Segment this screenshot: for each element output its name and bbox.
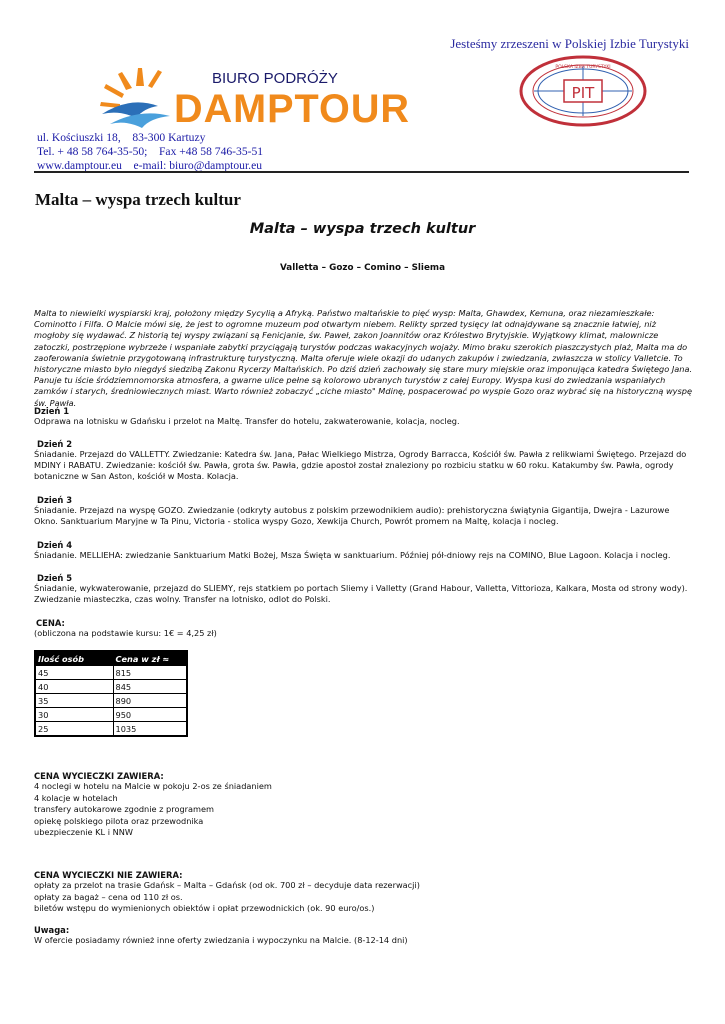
price-note: (obliczona na podstawie kursu: 1€ = 4,25 zł) [34,628,217,638]
people-cell: 30 [35,708,113,722]
includes-heading: CENA WYCIECZKI ZAWIERA: [34,771,164,781]
price-cell: 815 [113,666,187,680]
table-row [35,722,187,737]
day-2-text: Śniadanie. Przejazd do VALLETTY. Zwiedzanie: Katedra św. Jana, Pałac Wielkiego Mistrza, Ogrody Barracca, Kościół św. Pawła z relikwiami Świętego. Przejazd do MDINY i RABATU. Zwiedzanie: kościół św. Pawła, grota św. Pawła, gdzie apostoł został znaleziony po rozbiciu statku w 60 roku. Katakumby św. Pawła, ogrody botaniczne w San Aston, kościół w Mosta. Kolacja. [34,449,687,482]
list-item: biletów wstępu do wymienionych obiektów i opłat przewodnickich (ok. 90 euro/os.) [34,903,375,914]
people-cell: 45 [35,666,113,680]
logo-main-text: DAMPTOUR [174,87,410,130]
note-heading: Uwaga: [34,925,70,935]
price-table [34,650,188,737]
people-cell: 40 [35,680,113,694]
list-item: opłaty za przelot na trasie Gdańsk – Malta – Gdańsk (od ok. 700 zł – decyduje data rezerwacji) [34,880,420,890]
sun-rays-icon [100,68,162,108]
price-heading: CENA: [36,618,65,628]
day-5-heading: Dzień 5 [37,573,73,583]
pit-ring-text: POLSKA IZBA TURYSTYKI [555,65,611,70]
address: ul. Kościuszki 18, 83-300 Kartuzy [37,131,206,144]
list-item: transfery autokarowe zgodnie z programem [34,804,215,815]
page-title: Malta – wyspa trzech kultur [35,190,241,209]
day-4-section [34,540,694,561]
price-cell: 950 [113,708,187,722]
day-5-text: Śniadanie, wykwaterowanie, przejazd do SLIEMY, rejs statkiem po portach Sliemy i Valletty (Grand Habour, Valletta, Vittorioza, Kalkara, Mosta od strony wody). Zwiedzanie miasteczka, czas wolny. Transfer na lotnisko, odlot do Polski. [34,583,688,605]
people-cell: 35 [35,694,113,708]
intro-paragraph: Malta to niewielki wyspiarski kraj, położony między Sycylią a Afryką. Państwo maltańskie to pięć wysp: Malta, Ghawdex, Kemuna, oraz niezamieszkałe: Cominotto i Filfa. O Malcie mówi się, że jest to ogromne muzeum pod otwartym niebem. Relikty sprzed tysięcy lat odnajdywane są znacznie łatwiej, niż mogłoby się wydawać. Z historią tej wyspy związani są Fenicjanie, św. Paweł, zakon Joannitów oraz Królestwo Brytyjskie. Wyjątkowy klimat, malownicze zatoczki, postrzępione wybrzeże i wspaniałe zabytki przyciągają turystów podczas wakacyjnych wojaży. Mimo braku szerokich piaszczystych plaż, Malta ma do zaoferowania świetnie przygotowaną infrastrukturę turystyczną. Malta oferuje wiele okazji do udanych zakupów i zwiedzania, zwłaszcza w stolicy Valletcie. To historyczne miasto było niegdyś siedzibą Zakonu Rycerzy Maltańskich. Po dziś dzień zachowały się stare mury miejskie oraz imponująca katedra Świętego Jana. Panuje tu iście śródziemnomorska atmosfera, a gwarne ulice pełne są kolorowo ubranych turystów z całej Europy. Wyspa kusi do zwiedzania wspaniałych zamków i starych, średniowiecznych miast. Warto również zobaczyć „ciche miasto" Mdinę, pospacerować po wyspie Gozo oraz wybrać się na historyczną wyspę św. Pawła. [34,308,693,408]
table-row [35,666,187,680]
excludes-heading: CENA WYCIECZKI NIE ZAWIERA: [34,870,183,880]
list-item: opłaty za bagaż – cena od 110 zł os. [34,891,183,902]
route-line: Valletta – Gozo – Comino – Sliema [279,263,446,273]
list-item: 4 kolacje w hotelach [34,792,118,803]
day-3-section [34,495,694,527]
day-4-text: Śniadanie. MELLIEHA: zwiedzanie Sanktuarium Matki Bożej, Msza Święta w sanktuarium. Później pół-dniowy rejs na COMINO, Blue Lagoon. Kolacja i nocleg. [34,550,671,560]
people-cell: 25 [35,722,113,737]
day-1-section [34,406,694,427]
list-item: 4 noclegi w hotelu na Malcie w pokoju 2-os ze śniadaniem [34,781,272,791]
pit-text: PIT [571,84,595,102]
note-section [34,925,408,947]
day-2-heading: Dzień 2 [37,439,73,449]
day-1-text: Odprawa na lotnisku w Gdańsku i przelot na Maltę. Transfer do hotelu, zakwaterowanie, kolacja, nocleg. [34,416,460,426]
logo-top-text: BIURO PODRÓŻY [212,70,338,87]
page-subtitle: Malta – wyspa trzech kultur [249,221,476,237]
table-row [35,680,187,694]
price-cell: 890 [113,694,187,708]
day-3-text: Śniadanie. Przejazd na wyspę GOZO. Zwiedzanie (odkryty autobus z polskim przewodnikiem audio): prehistoryczna świątynia Gigantija, Dwejra - Lazurowe Okno. Sanktuarium Maryjne w Ta Pinu, Victoria - stolica wyspy Gozo, Xewkija Church, Powrót promem na Maltę, kolacja i nocleg. [34,505,670,527]
pit-emblem [518,54,648,128]
price-table-header [35,651,187,666]
day-3-heading: Dzień 3 [37,495,73,505]
table-row [35,694,187,708]
note-text: W ofercie posiadamy również inne oferty zwiedzania i wypoczynku na Malcie. (8-12-14 dni) [34,935,408,945]
day-4-heading: Dzień 4 [37,540,73,550]
pit-membership-tagline: Jesteśmy zrzeszeni w Polskiej Izbie Turystyki [450,36,689,51]
price-section [34,618,694,639]
list-item: opiekę polskiego pilota oraz przewodnika [34,815,204,826]
day-2-section [34,439,694,483]
excludes-section [34,870,420,915]
price-cell: 845 [113,680,187,694]
day-1-heading: Dzień 1 [34,406,70,416]
col-header-price: Cena w zł ≈ [113,651,187,666]
list-item: ubezpieczenie KL i NNW [34,827,133,838]
header-divider [34,171,689,173]
includes-section [34,771,272,839]
price-cell: 1035 [113,722,187,737]
table-row [35,708,187,722]
day-5-section [34,573,694,605]
phone-fax: Tel. + 48 58 764-35-50; Fax +48 58 746-35-51 [37,145,264,158]
damptour-logo [100,62,420,130]
contact-block [37,131,263,173]
web-email[interactable]: www.damptour.eu e-mail: biuro@damptour.eu [37,159,263,172]
col-header-people: Ilość osób [35,651,113,666]
